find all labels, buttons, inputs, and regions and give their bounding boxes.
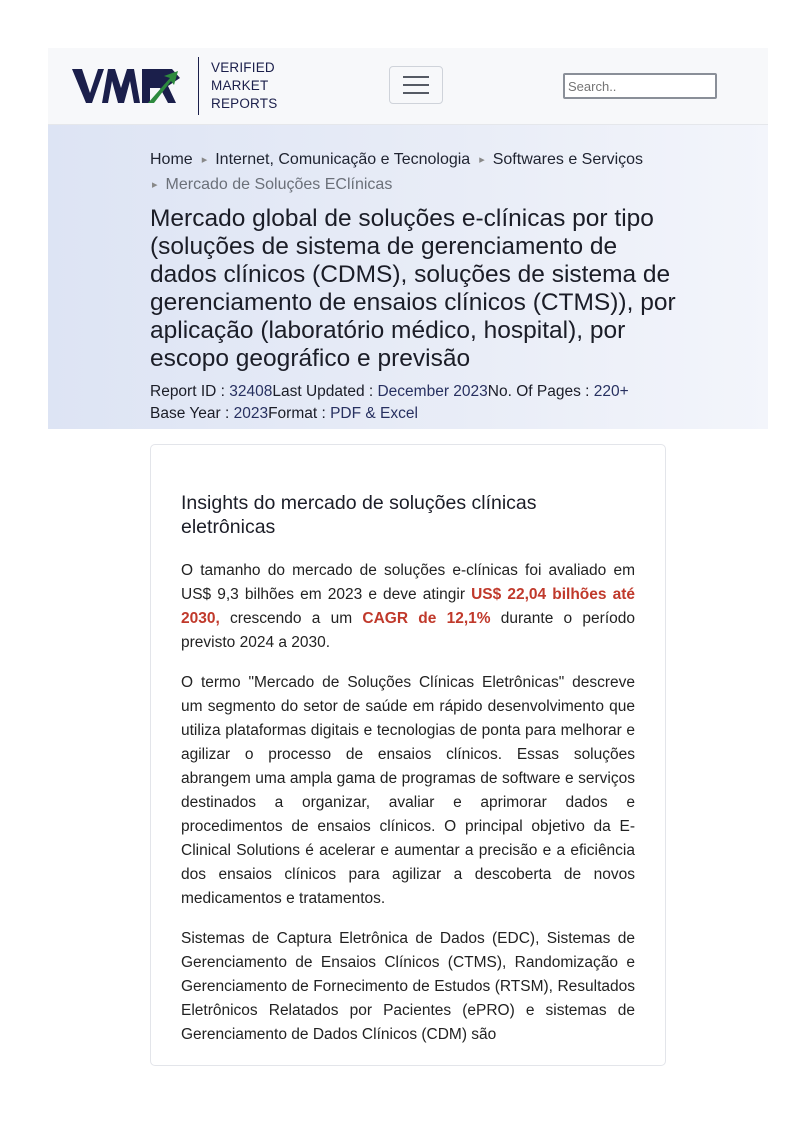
p1-text-c: durante o período previsto 2024 a 2030. xyxy=(181,610,635,651)
breadcrumb-subcategory[interactable]: Softwares e Serviços xyxy=(492,151,644,168)
cagr-highlight: CAGR de 12,1% xyxy=(362,610,491,627)
pages-label: No. Of Pages : xyxy=(487,383,594,400)
breadcrumb-home[interactable]: Home xyxy=(150,151,193,168)
brand-name xyxy=(211,59,277,113)
search-input[interactable] xyxy=(563,73,717,99)
format-label: Format : xyxy=(268,405,331,422)
logo-divider xyxy=(198,57,199,115)
brand-name-line2: MARKET xyxy=(211,78,269,93)
insights-content xyxy=(181,491,635,1063)
page xyxy=(48,48,768,1043)
pages-value: 220+ xyxy=(593,383,629,400)
hamburger-icon xyxy=(403,76,429,78)
p1-text-b: crescendo a um xyxy=(219,610,363,627)
vmr-logo-icon xyxy=(72,66,184,106)
breadcrumb-current: Mercado de Soluções EClínicas xyxy=(165,176,393,193)
base-year-value: 2023 xyxy=(233,405,269,422)
p1-text-a: O tamanho do mercado de soluções e-clínicas foi avaliado em US$ 9,3 bilhões em 2023 e deve atingir xyxy=(181,562,635,603)
hamburger-icon-bar xyxy=(403,84,429,86)
insights-card xyxy=(150,444,666,1066)
report-id-value: 32408 xyxy=(229,383,273,400)
menu-toggle-button[interactable] xyxy=(389,66,443,104)
chevron-right-icon: ▸ xyxy=(201,154,208,166)
insights-paragraph-3: Sistemas de Captura Eletrônica de Dados (EDC), Sistemas de Gerenciamento de Ensaios Clínicos (CTMS), Randomização e Gerenciamento de Fornecimento de Estudos (RTSM), Resultados Eletrônicos Relatados por Pacientes (ePRO) e sistemas de Gerenciamento de Dados Clínicos (CDM) são xyxy=(181,930,635,1043)
chevron-right-icon: ▸ xyxy=(479,154,485,166)
base-year-label: Base Year : xyxy=(150,405,234,422)
format-value: PDF & Excel xyxy=(330,405,418,422)
hamburger-icon-bar xyxy=(403,92,429,94)
report-meta-row2 xyxy=(150,403,629,425)
report-hero xyxy=(48,125,768,429)
last-updated-value: December 2023 xyxy=(377,383,488,400)
report-meta-row1 xyxy=(150,381,629,403)
report-id-label: Report ID : xyxy=(150,383,230,400)
breadcrumb-category[interactable]: Internet, Comunicação e Tecnologia xyxy=(215,151,471,168)
report-meta xyxy=(150,381,629,425)
insights-heading: Insights do mercado de soluções clínicas eletrônicas xyxy=(181,492,537,538)
insights-paragraph-1 xyxy=(181,559,635,655)
breadcrumb xyxy=(150,148,690,198)
chevron-right-icon: ▸ xyxy=(152,179,158,191)
market-size-highlight: US$ 22,04 bilhões até 2030, xyxy=(181,586,635,627)
last-updated-label: Last Updated : xyxy=(272,383,378,400)
brand-logo[interactable] xyxy=(72,57,277,115)
page-title: Mercado global de soluções e-clínicas por tipo (soluções de sistema de gerenciamento de dados clínicos (CDMS), soluções de sistema de gerenciamento de ensaios clínicos (CTMS)), por aplicação (laboratório médico, hospital), por escopo geográfico e previsão xyxy=(150,205,676,372)
breadcrumb-row xyxy=(150,173,690,198)
top-navbar xyxy=(48,48,768,125)
brand-name-line1: VERIFIED xyxy=(211,60,275,75)
insights-paragraph-2: O termo "Mercado de Soluções Clínicas Eletrônicas" descreve um segmento do setor de saúde em rápido desenvolvimento que utiliza plataformas digitais e tecnologias de ponta para melhorar e agilizar o processo de ensaios clínicos. Essas soluções abrangem uma ampla gama de programas de software e serviços destinados a organizar, avaliar e aprimorar dados e procedimentos de ensaios clínicos. O principal objetivo da E-Clinical Solutions é acelerar e aumentar a precisão e a eficiência dos ensaios clínicos para agilizar a descoberta de novos medicamentos e tratamentos. xyxy=(181,674,635,907)
brand-name-line3: REPORTS xyxy=(211,96,278,111)
